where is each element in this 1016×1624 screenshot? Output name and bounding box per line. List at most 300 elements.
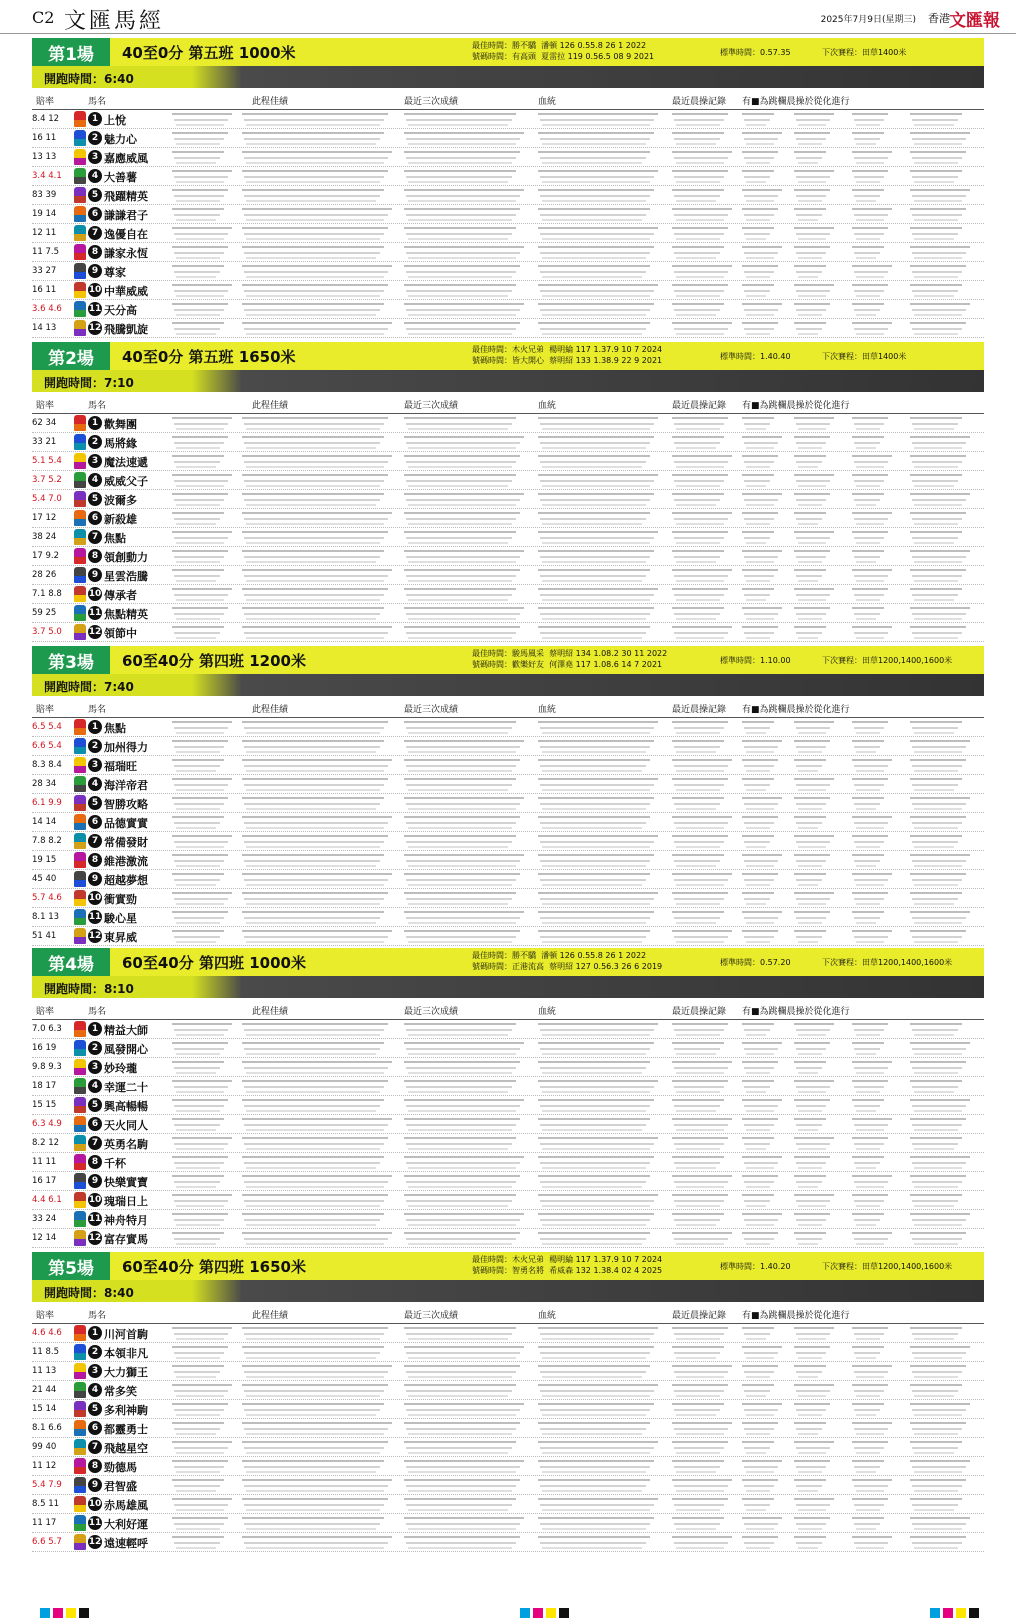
race-title-bar: [32, 38, 984, 66]
form-text-line: [172, 759, 224, 761]
horse-row[interactable]: [32, 794, 984, 813]
horse-name[interactable]: 謙家永恆: [104, 247, 148, 260]
form-text-line: [910, 1365, 966, 1367]
horse-row[interactable]: [32, 1362, 984, 1381]
form-text-line: [174, 784, 228, 786]
horse-name[interactable]: 超越夢想: [104, 874, 148, 887]
form-text-line: [796, 1466, 826, 1468]
form-text-line: [408, 922, 516, 924]
horse-row[interactable]: [32, 1438, 984, 1457]
horse-name[interactable]: 都靈勇士: [104, 1423, 148, 1436]
form-text-line: [854, 1504, 884, 1506]
form-text-line: [794, 303, 830, 305]
horse-number: 6: [88, 207, 102, 221]
form-text-line: [852, 1460, 884, 1462]
form-text-line: [674, 309, 720, 311]
form-text-line: [540, 860, 650, 862]
horse-name[interactable]: 威威父子: [104, 475, 148, 488]
horse-row[interactable]: [32, 1172, 984, 1191]
horse-row[interactable]: [32, 148, 984, 167]
horse-row[interactable]: [32, 205, 984, 224]
form-text-line: [404, 1403, 524, 1405]
form-text-line: [796, 252, 826, 254]
form-text-line: [796, 1542, 822, 1544]
horse-row[interactable]: [32, 1495, 984, 1514]
horse-name[interactable]: 智勝攻略: [104, 798, 148, 811]
horse-name[interactable]: 焦點: [104, 722, 126, 735]
horse-row[interactable]: [32, 585, 984, 604]
form-text-line: [246, 1034, 380, 1036]
form-text-line: [176, 1490, 216, 1492]
form-text-line: [856, 865, 876, 867]
horse-row[interactable]: [32, 243, 984, 262]
horse-name[interactable]: 君智盛: [104, 1480, 137, 1493]
horse-name[interactable]: 幸運二十: [104, 1081, 148, 1094]
form-text-line: [914, 1205, 954, 1207]
jockey-silk-icon: [74, 263, 86, 279]
form-text-line: [172, 265, 224, 267]
horse-row[interactable]: [32, 1514, 984, 1533]
horse-row[interactable]: [32, 1191, 984, 1210]
form-text-line: [540, 195, 650, 197]
form-text-line: [744, 537, 770, 539]
horse-number: 9: [88, 872, 102, 886]
form-text-line: [176, 808, 220, 810]
form-text-line: [172, 132, 228, 134]
form-text-line: [744, 1067, 774, 1069]
form-text-line: [672, 512, 732, 514]
horse-row[interactable]: [32, 129, 984, 148]
form-text-line: [914, 542, 954, 544]
form-text-line: [796, 822, 822, 824]
horse-name[interactable]: 福瑞旺: [104, 760, 137, 773]
horse-row[interactable]: [32, 1229, 984, 1248]
horse-row[interactable]: [32, 547, 984, 566]
form-text-line: [744, 1466, 778, 1468]
form-text-line: [796, 271, 822, 273]
form-text-line: [746, 333, 770, 335]
form-text-line: [854, 1485, 888, 1487]
form-text-line: [674, 594, 724, 596]
form-text-line: [242, 208, 392, 210]
form-text-line: [408, 314, 516, 316]
horse-name[interactable]: 大利好運: [104, 1518, 148, 1531]
form-text-line: [406, 784, 512, 786]
form-text-line: [742, 1384, 774, 1386]
horse-name[interactable]: 新殺雄: [104, 513, 137, 526]
horse-name[interactable]: 嘉應威風: [104, 152, 148, 165]
form-text-line: [672, 1175, 732, 1177]
horse-name[interactable]: 逸優自在: [104, 228, 148, 241]
form-text-line: [176, 1414, 220, 1416]
form-text-line: [406, 271, 516, 273]
horse-name[interactable]: 大善薯: [104, 171, 137, 184]
form-text-line: [404, 1099, 524, 1101]
horse-name[interactable]: 妙玲瓏: [104, 1062, 137, 1075]
form-text-line: [798, 238, 826, 240]
form-text-line: [796, 1504, 830, 1506]
form-text-line: [914, 1357, 962, 1359]
race-conditions: 60至40分 第四班 1000米: [122, 954, 306, 972]
horse-row[interactable]: [32, 1533, 984, 1552]
horse-row[interactable]: [32, 224, 984, 243]
form-text-line: [744, 556, 778, 558]
form-text-line: [854, 309, 880, 311]
form-text-line: [408, 1528, 516, 1530]
horse-name[interactable]: 川河首駒: [104, 1328, 148, 1341]
form-text-line: [408, 1471, 516, 1473]
form-text-line: [794, 246, 830, 248]
form-text-line: [746, 1224, 774, 1226]
horse-name[interactable]: 星雲浩騰: [104, 570, 148, 583]
form-text-line: [744, 138, 778, 140]
form-text-line: [172, 1194, 232, 1196]
form-text-line: [244, 233, 384, 235]
horse-name[interactable]: 神舟特月: [104, 1214, 148, 1227]
form-text-line: [796, 442, 826, 444]
horse-row[interactable]: [32, 851, 984, 870]
horse-row[interactable]: [32, 832, 984, 851]
horse-row[interactable]: [32, 319, 984, 338]
form-text-line: [914, 1376, 958, 1378]
form-text-line: [406, 309, 520, 311]
horse-row[interactable]: [32, 528, 984, 547]
form-text-line: [540, 1219, 650, 1221]
horse-name[interactable]: 領創動力: [104, 551, 148, 564]
form-text-line: [744, 1333, 770, 1335]
form-text-line: [176, 599, 224, 601]
form-text-line: [404, 626, 520, 628]
form-text-line: [746, 181, 766, 183]
horse-row[interactable]: [32, 1039, 984, 1058]
horse-name[interactable]: 常多笑: [104, 1385, 137, 1398]
form-text-line: [914, 637, 958, 639]
form-text-line: [242, 1213, 384, 1215]
horse-row[interactable]: [32, 623, 984, 642]
form-text-line: [914, 523, 958, 525]
horse-name[interactable]: 英勇名駒: [104, 1138, 148, 1151]
horse-row[interactable]: [32, 1058, 984, 1077]
jockey-silk-icon: [74, 1325, 86, 1341]
horse-name[interactable]: 維港激流: [104, 855, 148, 868]
horse-name[interactable]: 尊家: [104, 266, 126, 279]
horse-row[interactable]: [32, 1077, 984, 1096]
form-text-line: [746, 124, 766, 126]
form-text-line: [910, 930, 966, 932]
jockey-silk-icon: [74, 529, 86, 545]
form-text-line: [798, 200, 822, 202]
horse-name[interactable]: 瑰瑞日上: [104, 1195, 148, 1208]
horse-row[interactable]: [32, 1210, 984, 1229]
form-text-line: [794, 512, 826, 514]
start-time-bar: [32, 1280, 984, 1302]
horse-name[interactable]: 馬將緣: [104, 437, 137, 450]
horse-row[interactable]: [32, 1343, 984, 1362]
form-text-line: [540, 518, 646, 520]
horse-name[interactable]: 飛騰凱旋: [104, 323, 148, 336]
horse-name[interactable]: 天分高: [104, 304, 137, 317]
form-text-line: [676, 219, 724, 221]
form-text-line: [796, 1124, 822, 1126]
form-text-line: [172, 854, 228, 856]
form-text-line: [746, 1395, 766, 1397]
form-text-line: [246, 466, 384, 468]
form-text-line: [742, 1213, 782, 1215]
horse-row[interactable]: [32, 452, 984, 471]
horse-number: 9: [88, 1174, 102, 1188]
horse-name[interactable]: 魔法速遞: [104, 456, 148, 469]
horse-row[interactable]: [32, 889, 984, 908]
form-text-line: [540, 290, 654, 292]
horse-number: 2: [88, 1345, 102, 1359]
horse-name[interactable]: 魅力心: [104, 133, 137, 146]
horse-number: 8: [88, 1459, 102, 1473]
horse-row[interactable]: [32, 1381, 984, 1400]
horse-row[interactable]: [32, 1115, 984, 1134]
column-header-last: 此程佳績: [252, 97, 289, 107]
horse-number: 7: [88, 226, 102, 240]
form-text-line: [176, 1433, 216, 1435]
form-text-line: [408, 1129, 512, 1131]
horse-name[interactable]: 領節中: [104, 627, 137, 640]
form-text-line: [744, 309, 778, 311]
horse-row[interactable]: [32, 927, 984, 946]
form-text-line: [542, 1053, 646, 1055]
section-code: C2: [32, 8, 55, 27]
form-text-line: [674, 917, 720, 919]
form-text-line: [542, 504, 646, 506]
form-text-line: [910, 1536, 966, 1538]
form-text-line: [854, 176, 884, 178]
form-text-line: [746, 580, 770, 582]
horse-name[interactable]: 品德實實: [104, 817, 148, 830]
horse-row[interactable]: [32, 813, 984, 832]
horse-row[interactable]: [32, 1457, 984, 1476]
horse-row[interactable]: [32, 1419, 984, 1438]
form-text-line: [676, 1186, 724, 1188]
form-text-line: [854, 271, 888, 273]
horse-number: 11: [88, 304, 102, 314]
horse-name[interactable]: 常備發財: [104, 836, 148, 849]
horse-number: 5: [88, 188, 102, 202]
form-text-line: [174, 1542, 220, 1544]
horse-row[interactable]: [32, 1134, 984, 1153]
form-text-line: [910, 246, 970, 248]
horse-name[interactable]: 遠速輕呼: [104, 1537, 148, 1550]
horse-row[interactable]: [32, 433, 984, 452]
form-text-line: [174, 1029, 228, 1031]
horse-number: 11: [88, 608, 102, 618]
horse-row[interactable]: [32, 908, 984, 927]
form-text-line: [744, 1238, 774, 1240]
horse-name[interactable]: 興高暢暢: [104, 1100, 148, 1113]
form-text-line: [744, 1029, 770, 1031]
form-text-line: [746, 466, 770, 468]
form-text-line: [244, 195, 380, 197]
form-text-line: [676, 922, 716, 924]
horse-name[interactable]: 大力獅王: [104, 1366, 148, 1379]
horse-row[interactable]: [32, 262, 984, 281]
form-text-line: [676, 770, 724, 772]
horse-row[interactable]: [32, 1153, 984, 1172]
horse-name[interactable]: 飛越星空: [104, 1442, 148, 1455]
horse-name[interactable]: 千杯: [104, 1157, 126, 1170]
horse-name[interactable]: 謙謙君子: [104, 209, 148, 222]
horse-name[interactable]: 多利神駒: [104, 1404, 148, 1417]
horse-name[interactable]: 飛躍精英: [104, 190, 148, 203]
horse-row[interactable]: [32, 756, 984, 775]
horse-name[interactable]: 赤馬雄風: [104, 1499, 148, 1512]
form-text-line: [540, 442, 650, 444]
form-text-line: [914, 865, 962, 867]
form-text-line: [408, 1509, 508, 1511]
horse-name[interactable]: 焦點精英: [104, 608, 148, 621]
horse-name[interactable]: 波爾多: [104, 494, 137, 507]
horse-name[interactable]: 加州得力: [104, 741, 148, 754]
horse-row[interactable]: [32, 1096, 984, 1115]
form-text-line: [172, 1080, 232, 1082]
horse-name[interactable]: 上悅: [104, 114, 126, 127]
jockey-silk-icon: [74, 776, 86, 792]
horse-row[interactable]: [32, 471, 984, 490]
form-text-line: [914, 770, 958, 772]
form-text-line: [404, 493, 524, 495]
form-text-line: [172, 778, 232, 780]
form-text-line: [540, 1143, 654, 1145]
form-text-line: [404, 1384, 516, 1386]
form-text-line: [676, 732, 720, 734]
horse-name[interactable]: 風發開心: [104, 1043, 148, 1056]
horse-name[interactable]: 駿心星: [104, 912, 137, 925]
form-text-line: [672, 208, 732, 210]
horse-row[interactable]: [32, 167, 984, 186]
form-text-line: [912, 803, 966, 805]
horse-row[interactable]: [32, 870, 984, 889]
horse-name[interactable]: 歡舞團: [104, 418, 137, 431]
horse-row[interactable]: [32, 1324, 984, 1343]
horse-row[interactable]: [32, 737, 984, 756]
form-text-line: [796, 746, 826, 748]
horse-number: 2: [88, 1041, 102, 1055]
form-text-line: [408, 1205, 508, 1207]
horse-name[interactable]: 本領非凡: [104, 1347, 148, 1360]
horse-name[interactable]: 富存實馬: [104, 1233, 148, 1246]
horse-name[interactable]: 中華威威: [104, 285, 148, 298]
horse-row[interactable]: [32, 186, 984, 205]
form-text-line: [540, 1086, 654, 1088]
form-text-line: [242, 1099, 384, 1101]
form-text-line: [540, 746, 650, 748]
horse-row[interactable]: [32, 1476, 984, 1495]
form-text-line: [172, 322, 224, 324]
horse-name[interactable]: 海洋帝君: [104, 779, 148, 792]
form-text-line: [742, 1023, 774, 1025]
form-text-line: [910, 1099, 970, 1101]
form-text-line: [540, 423, 654, 425]
form-text-line: [242, 1327, 388, 1329]
form-text-line: [540, 613, 650, 615]
form-text-line: [172, 816, 224, 818]
form-text-line: [910, 1498, 962, 1500]
form-text-line: [674, 1181, 728, 1183]
form-text-line: [910, 550, 970, 552]
horse-row[interactable]: [32, 566, 984, 585]
horse-name[interactable]: 精益大師: [104, 1024, 148, 1037]
form-text-line: [174, 480, 228, 482]
horse-row[interactable]: [32, 604, 984, 623]
form-text-line: [856, 580, 884, 582]
form-text-line: [746, 1547, 770, 1549]
horse-row[interactable]: [32, 281, 984, 300]
horse-row[interactable]: [32, 490, 984, 509]
form-text-line: [910, 797, 970, 799]
horse-row[interactable]: [32, 775, 984, 794]
form-text-line: [854, 822, 888, 824]
form-text-line: [914, 618, 962, 620]
horse-name[interactable]: 焦點: [104, 532, 126, 545]
form-text-line: [174, 1124, 220, 1126]
form-text-line: [852, 1498, 888, 1500]
form-text-line: [794, 1080, 834, 1082]
form-text-line: [242, 531, 388, 533]
form-text-line: [172, 455, 224, 457]
horse-row[interactable]: [32, 110, 984, 129]
form-text-line: [176, 1186, 216, 1188]
form-text-line: [798, 941, 818, 943]
form-text-line: [742, 1365, 778, 1367]
form-text-line: [672, 607, 724, 609]
form-text-line: [910, 1384, 962, 1386]
form-text-line: [914, 200, 962, 202]
column-header-last: 此程佳績: [252, 1311, 289, 1321]
horse-name[interactable]: 快樂實寶: [104, 1176, 148, 1189]
form-text-line: [674, 119, 724, 121]
form-text-line: [406, 803, 520, 805]
form-text-line: [794, 531, 834, 533]
form-text-line: [542, 1471, 646, 1473]
form-text-line: [744, 442, 778, 444]
form-text-line: [746, 751, 774, 753]
form-text-line: [912, 290, 958, 292]
form-text-line: [856, 1414, 876, 1416]
form-text-line: [910, 170, 962, 172]
horse-row[interactable]: [32, 509, 984, 528]
form-text-line: [798, 884, 818, 886]
form-text-line: [406, 290, 512, 292]
horse-name[interactable]: 傳承者: [104, 589, 137, 602]
horse-name[interactable]: 衝實勁: [104, 893, 137, 906]
horse-row[interactable]: [32, 1020, 984, 1039]
form-text-line: [912, 594, 958, 596]
form-text-line: [854, 917, 880, 919]
horse-row[interactable]: [32, 718, 984, 737]
form-text-line: [672, 911, 724, 913]
form-text-line: [406, 613, 520, 615]
form-text-line: [910, 1137, 962, 1139]
horse-name[interactable]: 勁德馬: [104, 1461, 137, 1474]
horse-row[interactable]: [32, 1400, 984, 1419]
horse-row[interactable]: [32, 300, 984, 319]
form-text-line: [172, 1118, 224, 1120]
horse-name[interactable]: 東昇威: [104, 931, 137, 944]
horse-name[interactable]: 天火同人: [104, 1119, 148, 1132]
form-text-line: [798, 1243, 818, 1245]
horse-row[interactable]: [32, 414, 984, 433]
form-text-line: [856, 1490, 884, 1492]
form-text-line: [242, 607, 384, 609]
win-place-odds: 12 11: [32, 228, 57, 238]
form-text-line: [798, 827, 818, 829]
